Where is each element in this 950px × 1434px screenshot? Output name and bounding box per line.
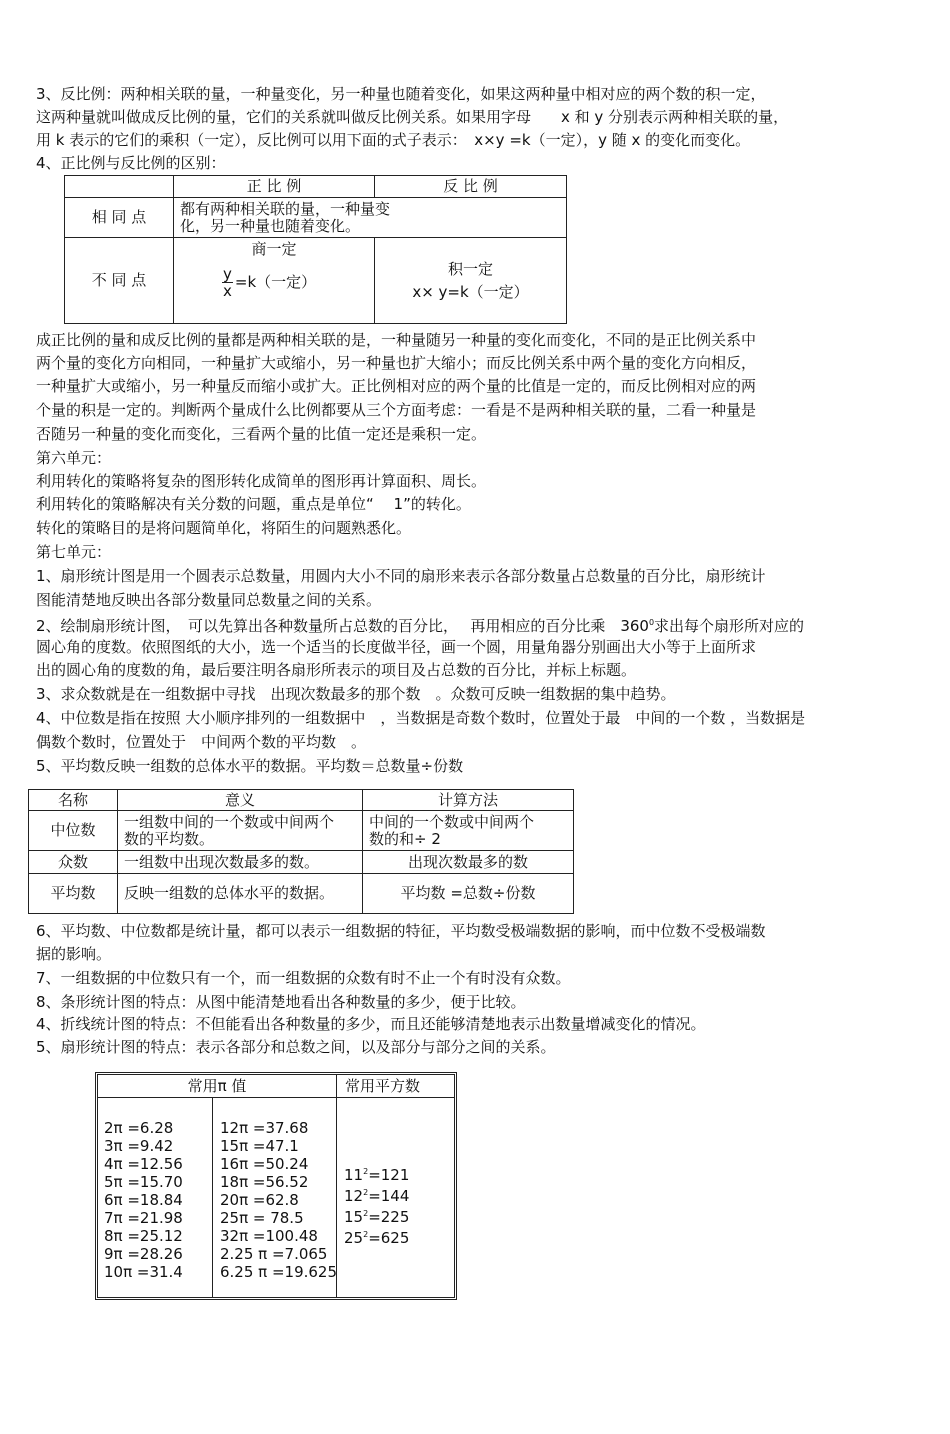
text-line: 2、绘制扇形统计图， 可以先算出各种数量所占总数的百分比， 再用相应的百分比乘 $360^0$求出每个扇形所对应的 (36, 617, 805, 635)
text-line: 圆心角的度数。依照图纸的大小，选一个适当的长度做半径，画一个圆，用量角器分别画出大小等于上面所求 (36, 638, 757, 656)
text-line: 图能清楚地反映出各部分数量同总数量之间的关系。 (36, 591, 382, 609)
text-line: 利用转化的策略将复杂的图形转化成简单的图形再计算面积、周长。 (36, 472, 487, 490)
text-line: 用 k 表示的它们的乘积（一定），反比例可以用下面的式子表示： x×y =k（一定），y 随 x 的变化而变化。 (36, 131, 751, 149)
text-line: 8、条形统计图的特点：从图中能清楚地看出各种数量的多少，便于比较。 (36, 993, 526, 1011)
pi-list-2 (220, 1119, 337, 1281)
diff-label: 不 同 点 (65, 238, 174, 324)
common-values-box (95, 1072, 457, 1300)
text-line: 4、正比例与反比例的区别： (36, 154, 226, 172)
statistics-table (28, 789, 574, 914)
pi-value: 7π =21.98 (104, 1209, 183, 1227)
pi-value: 2π =6.28 (104, 1119, 174, 1137)
header-direct: 正 比 例 (174, 176, 375, 198)
direct-top: 商一定 (251, 240, 297, 258)
col-name: 名称 (29, 790, 118, 811)
inverse-formula: x× y=k（一定） (412, 282, 529, 301)
square-value: $12^2=144$ (344, 1187, 410, 1205)
col-method: 计算方法 (363, 790, 574, 811)
text-line: 6、平均数、中位数都是统计量，都可以表示一组数据的特征，平均数受极端数据的影响，而中位数不受极端数 (36, 922, 766, 940)
pi-value: 32π =100.48 (220, 1227, 318, 1245)
text-line: 利用转化的策略解决有关分数的问题，重点是单位“ 1”的转化。 (36, 495, 471, 513)
text-line: 偶数个数时，位置处于 中间两个数的平均数 。 (36, 733, 367, 751)
text-line: 这两种量就叫做成反比例的量，它们的关系就叫做反比例关系。如果用字母 x 和 y 分别表示两种相关联的量， (36, 108, 789, 126)
section-heading: 第六单元： (36, 449, 112, 467)
pi-value: 3π =9.42 (104, 1137, 174, 1155)
direct-cell (174, 238, 375, 324)
col-meaning: 意义 (118, 790, 363, 811)
pi-value: 5π =15.70 (104, 1173, 183, 1191)
text-line: 转化的策略目的是将问题简单化，将陌生的问题熟悉化。 (36, 519, 412, 537)
same-label: 相 同 点 (65, 198, 174, 238)
text-line: 否随另一种量的变化而变化，三看两个量的比值一定还是乘积一定。 (36, 425, 487, 443)
direct-formula: =k（一定） (234, 273, 317, 291)
text-line: 3、求众数就是在一组数据中寻找 出现次数最多的那个数 。众数可反映一组数据的集中趋势。 (36, 685, 676, 703)
text-line: 成正比例的量和成反比例的量都是两种相关联的是，一种量随另一种量的变化而变化，不同的是正比例关系中 (36, 331, 757, 349)
pi-value: 4π =12.56 (104, 1155, 183, 1173)
column-divider (212, 1097, 213, 1297)
pi-value: 10π =31.4 (104, 1263, 183, 1281)
table-row: 中位数 一组数中间的一个数或中间两个数的平均数。 中间的一个数或中间两个数的和÷ 2 (29, 811, 574, 851)
text-line: 1、扇形统计图是用一个圆表示总数量，用圆内大小不同的扇形来表示各部分数量占总数量的百分比，扇形统计 (36, 567, 766, 585)
text-line: 5、平均数反映一组数的总体水平的数据。平均数＝总数量÷份数 (36, 757, 464, 775)
pi-value: 8π =25.12 (104, 1227, 183, 1245)
squares-list (344, 1163, 409, 1247)
table-row: 众数 一组数中出现次数最多的数。 出现次数最多的数 (29, 851, 574, 874)
fraction-y-over-x: $\frac{y}{x}$ (223, 265, 232, 300)
proportion-comparison-table (64, 175, 567, 324)
inverse-cell (375, 238, 567, 324)
text-line: 4、中位数是指在按照 大小顺序排列的一组数据中 ，当数据是奇数个数时，位置处于最 中间的一个数 ，当数据是 (36, 709, 806, 727)
text-line: 据的影响。 (36, 945, 112, 963)
text-line: 5、扇形统计图的特点：表示各部分和总数之间，以及部分与部分之间的关系。 (36, 1038, 556, 1056)
section-heading: 第七单元： (36, 543, 112, 561)
header-pi: 常用π 值 (98, 1075, 336, 1098)
pi-value: 20π =62.8 (220, 1191, 299, 1209)
text-line: 一种量扩大或缩小，另一种量反而缩小或扩大。正比例相对应的两个量的比值是一定的，而反比例相对应的两 (36, 377, 757, 395)
text-line: 7、一组数据的中位数只有一个，而一组数据的众数有时不止一个有时没有众数。 (36, 969, 571, 987)
pi-value: 6π =18.84 (104, 1191, 183, 1209)
pi-list-1 (104, 1119, 183, 1281)
pi-value: 15π =47.1 (220, 1137, 299, 1155)
degree-sup: 0 (648, 618, 655, 627)
text-line: 出的圆心角的度数的角，最后要注明各扇形所表示的项目及占总数的百分比，并标上标题。 (36, 661, 637, 679)
text-line: 个量的积是一定的。判断两个量成什么比例都要从三个方面考虑：一看是不是两种相关联的量，二看一种量是 (36, 401, 757, 419)
pi-value: 2.25 π =7.065 (220, 1245, 328, 1263)
inverse-top: 积一定 (447, 259, 493, 278)
header-inverse: 反 比 例 (375, 176, 567, 198)
pi-value: 25π = 78.5 (220, 1209, 304, 1227)
pi-value: 16π =50.24 (220, 1155, 309, 1173)
pi-value: 12π =37.68 (220, 1119, 309, 1137)
table-row: 平均数 反映一组数的总体水平的数据。 平均数 =总数÷份数 (29, 874, 574, 914)
header-squares: 常用平方数 (336, 1075, 454, 1098)
square-value: $15^2=225$ (344, 1208, 410, 1226)
text-line: 两个量的变化方向相同，一种量扩大或缩小，另一种量也扩大缩小；而反比例关系中两个量的变化方向相反， (36, 354, 757, 372)
pi-value: 6.25 π =19.625 (220, 1263, 338, 1281)
same-text: 都有两种相关联的量，一种量变化，另一种量也随着变化。 (174, 198, 567, 238)
square-value: $25^2=625$ (344, 1229, 410, 1247)
text-line: 4、折线统计图的特点：不但能看出各种数量的多少，而且还能够清楚地表示出数量增减变化的情况。 (36, 1015, 706, 1033)
pi-value: 18π =56.52 (220, 1173, 309, 1191)
text-line: 3、反比例：两种相关联的量，一种量变化，另一种量也随着变化，如果这两种量中相对应的两个数的积一定， (36, 85, 766, 103)
square-value: $11^2=121$ (344, 1166, 410, 1184)
pi-value: 9π =28.26 (104, 1245, 183, 1263)
